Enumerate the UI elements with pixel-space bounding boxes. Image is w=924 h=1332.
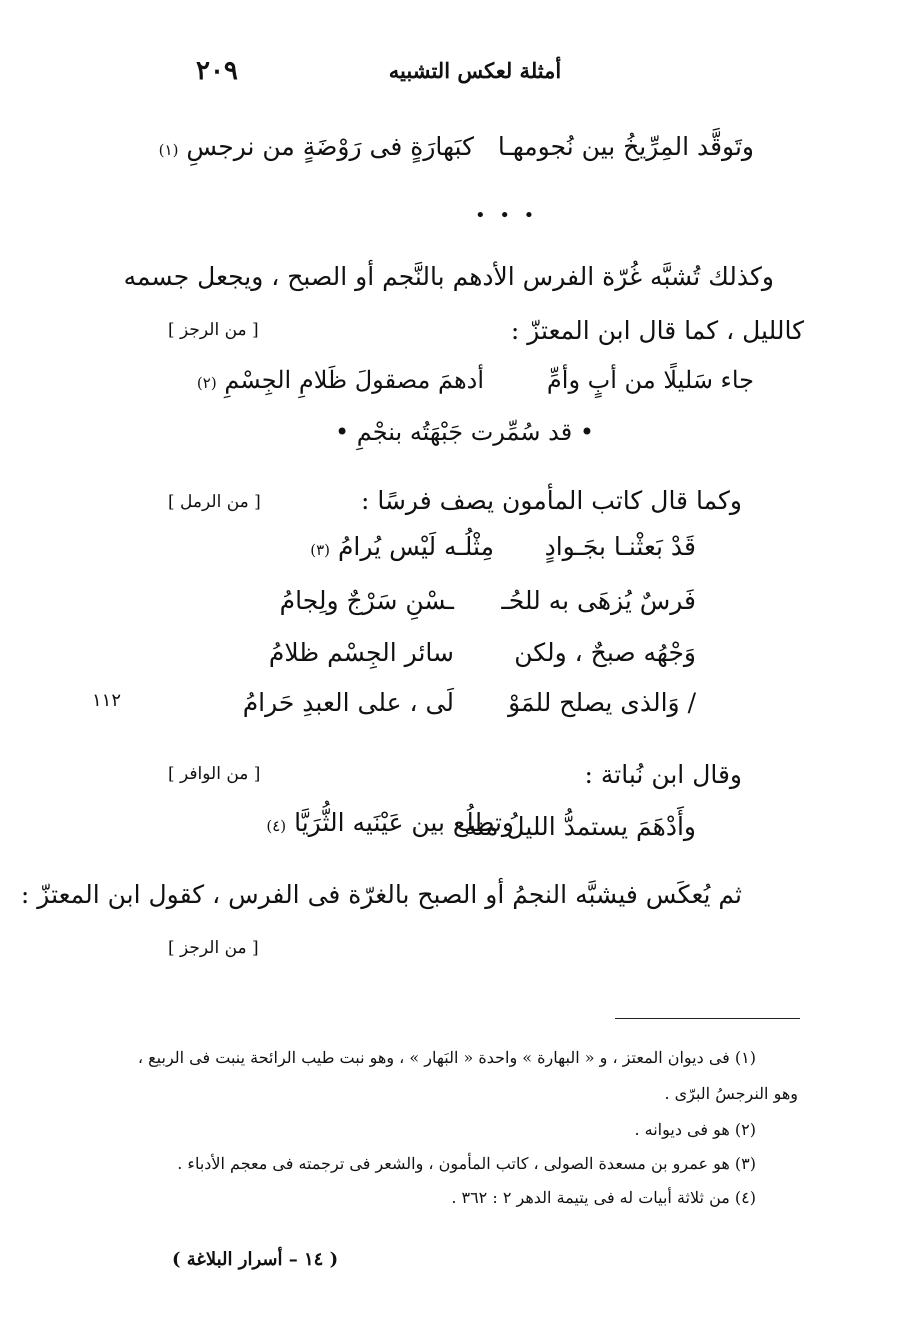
poem-line-2-right: فَرسٌ يُزهَى به للحُـ (501, 586, 696, 615)
verse-2-left-hemistich (197, 366, 484, 394)
paragraph-1-line-1: وكذلك تُشبَّه غُرّة الفرس الأدهم بالنَّجم أو الصبح ، ويجعل جسمه (123, 262, 774, 291)
paragraph-4-line: ثم يُعكَس فيشبَّه النجمُ أو الصبح بالغرّة فى الفرس ، كقول ابن المعتزّ : (20, 880, 742, 909)
signature-mark: ( ١٤ – أسرار البلاغة ) (172, 1249, 339, 1270)
footnote-rule (615, 1018, 800, 1019)
meter-label-rajaz-2: [ من الرجز ] (168, 938, 259, 958)
footnote-marker-1: (١) (158, 141, 179, 159)
paragraph-1-line-2: كالليل ، كما قال ابن المعتزّ : (510, 316, 804, 345)
verse-2-left-text: أدهمَ مصقولَ ظَلامِ الجِسْمِ (224, 366, 484, 394)
poem-line-4-left: لَى ، على العبدِ حَرامُ (242, 688, 454, 717)
margin-page-number: ١١٢ (92, 690, 122, 711)
verse-3-right-hemistich: وأَدْهَمَ يستمدُّ الليلُ منه (464, 812, 696, 841)
verse-1-right-hemistich: وتَوقَّد المِرِّيخُ بين نُجومهـا (497, 132, 754, 161)
meter-label-rajaz-1: [ من الرجز ] (168, 320, 259, 340)
footnote-1-line-1: (١) فى ديوان المعتز ، و « البهارة » واحدة « البَهار » ، وهو نبت طيب الرائحة ينبت فى الربيع ، (137, 1048, 756, 1067)
verse-3-left-text: وتطلُع بين عَيْنَيه الثُّرَيَّا (294, 808, 514, 837)
footnote-marker-2: (٢) (196, 374, 217, 392)
verse-3-left-hemistich (266, 808, 514, 837)
page-number: ٢٠٩ (196, 56, 238, 86)
poem-line-1-left (310, 532, 494, 561)
poem-line-3-left: سائر الجِسْم ظلامُ (268, 638, 454, 667)
verse-2-third-line: • قد سُمِّرت جَبْهَتُه بنجْمِ • (335, 418, 594, 446)
verse-1-left-text: كبَهارَةٍ فى رَوْضَةٍ من نرجسِ (186, 132, 474, 161)
paragraph-3-line: وقال ابن نُباتة : (584, 760, 742, 789)
meter-label-wafir: [ من الوافر ] (168, 764, 261, 784)
poem-line-4-right: / وَالذى يصلح للمَوْ (508, 688, 696, 717)
poem-line-3-right: وَجْهُه صبحٌ ، ولكن (514, 638, 696, 667)
footnote-4: (٤) من ثلاثة أبيات له فى يتيمة الدهر ٢ : ٣٦٢ . (451, 1188, 756, 1207)
section-separator: • • • (475, 205, 539, 226)
poem-line-2-left: ـسْنِ سَرْجٌ ولِجامُ (279, 586, 454, 615)
footnote-3: (٣) هو عمرو بن مسعدة الصولى ، كاتب المأمون ، والشعر فى ترجمته فى معجم الأدباء . (177, 1154, 756, 1173)
footnote-marker-3: (٣) (310, 541, 330, 559)
running-title: أمثلة لعكس التشبيه (388, 58, 562, 83)
meter-label-ramal: [ من الرمل ] (168, 492, 261, 512)
footnote-marker-4: (٤) (266, 817, 287, 835)
paragraph-2-line: وكما قال كاتب المأمون يصف فرسًا : (360, 486, 742, 515)
verse-1-left-hemistich (159, 132, 474, 161)
footnote-2: (٢) هو فى ديوانه . (634, 1120, 756, 1139)
verse-2-right-hemistich: جاء سَليلًا من أبٍ وأمِّ (546, 366, 754, 394)
footnote-1-line-2: وهو النرجسُ البرّى . (664, 1084, 798, 1103)
poem-line-1-left-text: مِثْلُـه لَيْس يُرامُ (337, 532, 494, 561)
poem-line-1-right: قَدْ بَعثْنـا بجَـوادٍ (544, 532, 696, 561)
